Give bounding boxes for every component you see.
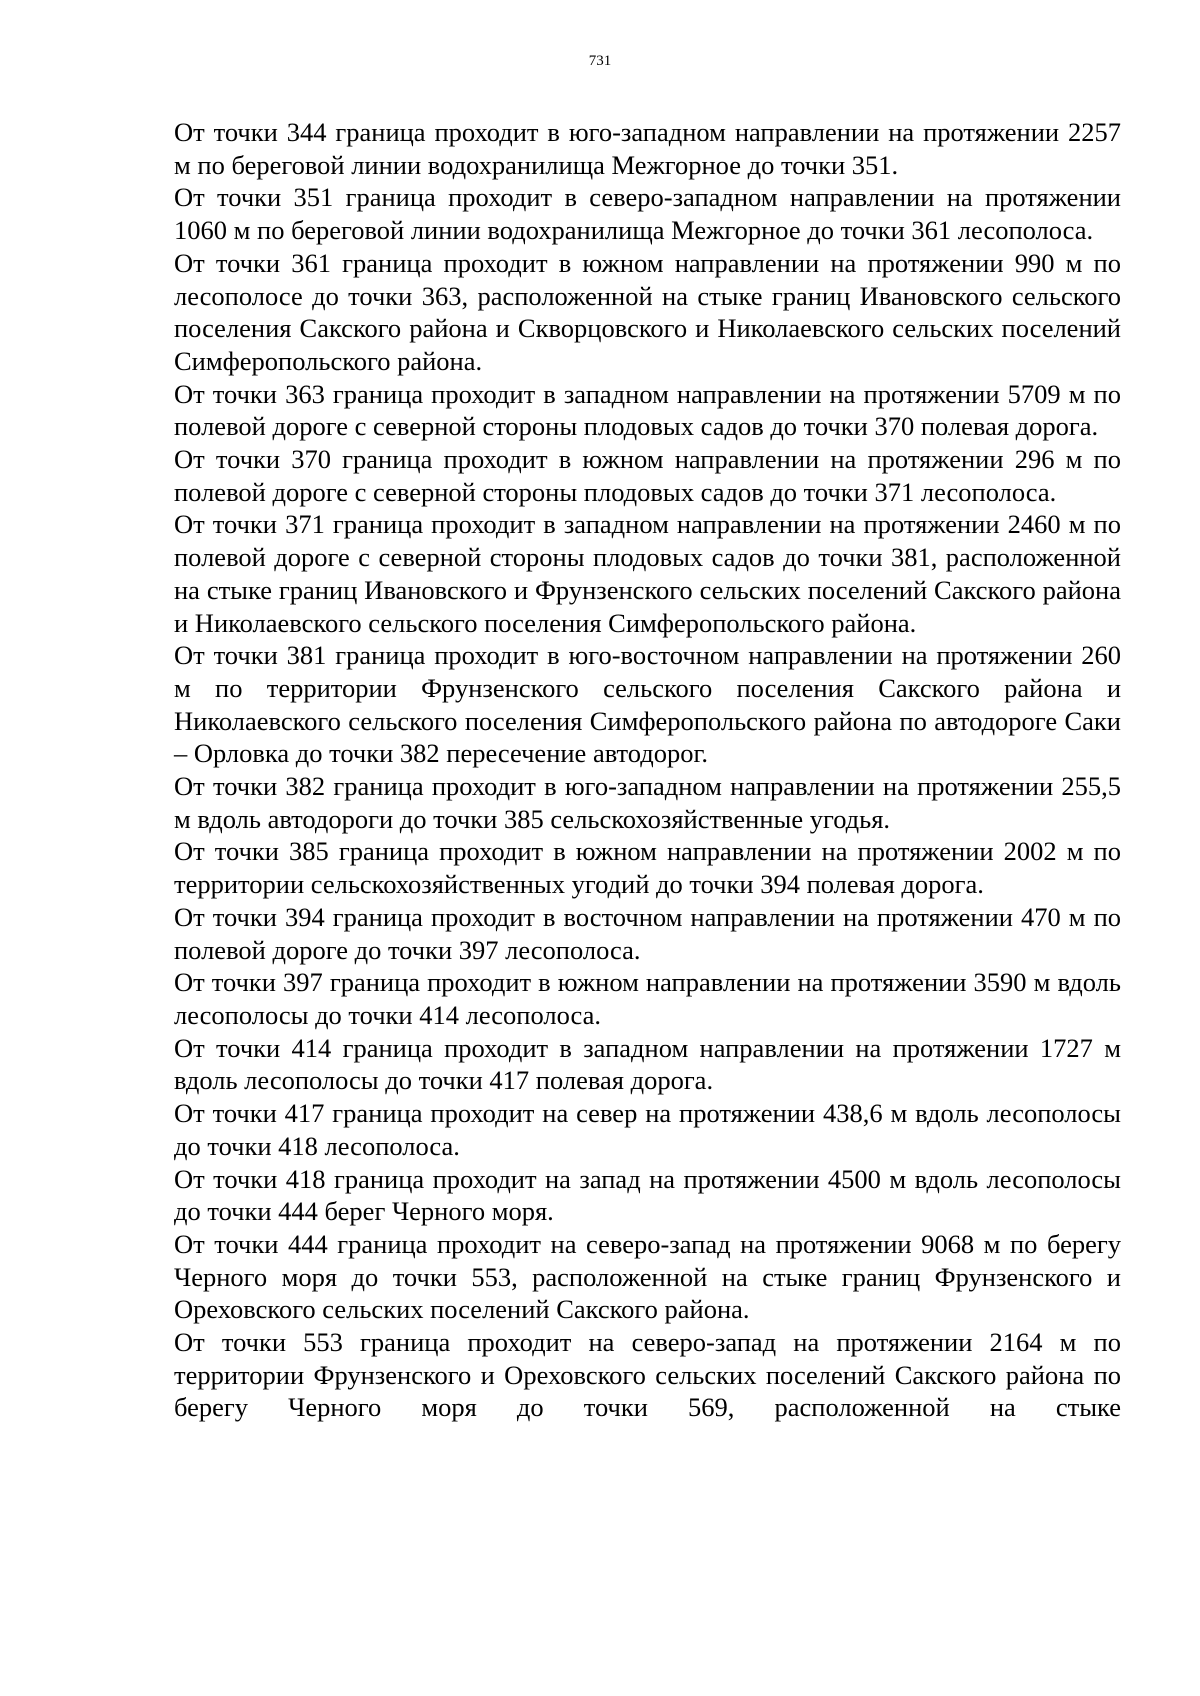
paragraph-point-361: От точки 361 граница проходит в южном направлении на протяжении 990 м по лесополосе до точки 363, расположенной на стыке границ Ивановского сельского поселения Сакского района и Скворцовского и Николаевского сельских поселений Симферопольского района. bbox=[174, 247, 1121, 376]
paragraph-point-370: От точки 370 граница проходит в южном направлении на протяжении 296 м по полевой дороге с северной стороны плодовых садов до точки 371 лесополоса. bbox=[174, 444, 1121, 507]
paragraph-point-371: От точки 371 граница проходит в западном направлении на протяжении 2460 м по полевой дороге с северной стороны плодовых садов до точки 381, расположенной на стыке границ Ивановского и Фрунзенского сельских поселений Сакского района и Николаевского сельского поселения Симферопольского района. bbox=[174, 509, 1121, 638]
paragraph-point-351: От точки 351 граница проходит в северо-западном направлении на протяжении 1060 м по береговой линии водохранилища Межгорное до точки 361 лесополоса. bbox=[174, 182, 1121, 246]
paragraph-point-414: От точки 414 граница проходит в западном направлении на протяжении 1727 м вдоль лесополосы до точки 417 полевая дорога. bbox=[174, 1032, 1121, 1096]
paragraph-point-381: От точки 381 граница проходит в юго-восточном направлении на протяжении 260 м по территории Фрунзенского сельского поселения Сакского района и Николаевского сельского поселения Симферопольского района по автодороге Саки – Орловка до точки 382 пересечение автодорог. bbox=[174, 640, 1121, 769]
paragraph-point-417: От точки 417 граница проходит на север на протяжении 438,6 м вдоль лесополосы до точки 418 лесополоса. bbox=[174, 1098, 1121, 1161]
paragraph-point-397: От точки 397 граница проходит в южном направлении на протяжении 3590 м вдоль лесополосы до точки 414 лесополоса. bbox=[174, 967, 1121, 1030]
paragraph-point-394: От точки 394 граница проходит в восточном направлении на протяжении 470 м по полевой дороге до точки 397 лесополоса. bbox=[174, 901, 1121, 965]
paragraph-point-385: От точки 385 граница проходит в южном направлении на протяжении 2002 м по территории сельскохозяйственных угодий до точки 394 полевая дорога. bbox=[174, 836, 1121, 900]
paragraph-point-382: От точки 382 граница проходит в юго-западном направлении на протяжении 255,5 м вдоль автодороги до точки 385 сельскохозяйственные угодья. bbox=[174, 771, 1121, 834]
paragraph-point-553: От точки 553 граница проходит на северо-запад на протяжении 2164 м по территории Фрунзенского и Ореховского сельских поселений Сакского района по берегу Черного моря до точки 569, расположенной на стыке bbox=[174, 1327, 1121, 1423]
page-number: 731 bbox=[588, 53, 612, 69]
paragraph-point-444: От точки 444 граница проходит на северо-запад на протяжении 9068 м по берегу Черного моря до точки 553, расположенной на стыке границ Фрунзенского и Ореховского сельских поселений Сакского района. bbox=[174, 1228, 1121, 1325]
document-body bbox=[174, 116, 1121, 1424]
paragraph-point-418: От точки 418 граница проходит на запад на протяжении 4500 м вдоль лесополосы до точки 444 берег Черного моря. bbox=[174, 1163, 1121, 1227]
paragraph-point-344: От точки 344 граница проходит в юго-западном направлении на протяжении 2257 м по береговой линии водохранилища Межгорное до точки 351. bbox=[174, 117, 1121, 180]
paragraph-point-363: От точки 363 граница проходит в западном направлении на протяжении 5709 м по полевой дороге с северной стороны плодовых садов до точки 370 полевая дорога. bbox=[174, 378, 1121, 442]
